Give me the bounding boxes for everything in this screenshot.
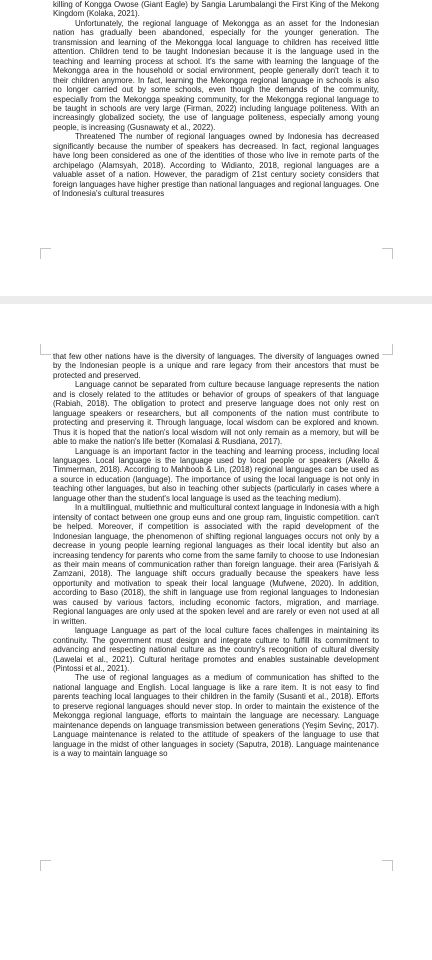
page-1-paragraph-3: Threatened The number of regional languages owned by Indonesia has decreased significantly because the number of speakers has decreased. In fact, regional languages have long been considered as one of the identities of those who live in remote parts of the archipelago (Alamsyah, 2018). According to Widianto, 2018, regional languages are a valuable asset of a nation. However, the paradigm of 21st century society considers that foreign languages have higher prestige than national languages and regional languages. One of Indonesia's cultural treasures (53, 132, 379, 199)
page-1-paragraph-1: killing of Kongga Owose (Giant Eagle) by Sangia Larumbalangi the First King of the Mekong Kingdom (Kolaka, 2021). (53, 0, 379, 19)
page-2-paragraph-4: In a multilingual, multiethnic and multicultural context language in Indonesia with a high intensity of contact between one group euns and one group ram, linguistic competition. can't be helped. Moreover, if competition is associated with the rapid development of the Indonesian language, the phenomenon of shifting regional languages occurs not only by a decrease in young people learning regional languages as their local identity but also an increasing tendency for parents who come from the same family to choose to use Indonesian as their main means of communication rather than foreign language. their area (Farisiyah & Zamzani, 2018). The language shift occurs gradually because the speakers have less opportunity and motivation to speak their local language (Mufwene, 2020). In addition, according to Baso (2018), the shift in language use from regional languages to Indonesian was caused by various factors, including economic factors, migration, and marriage. Regional languages are only used at the spoken level and are rarely or even not used at all in written. (53, 503, 379, 626)
document-page-2 (0, 304, 432, 960)
page-2-paragraph-6: The use of regional languages as a medium of communication has shifted to the national language and English. Local language is like a rare item. It is not easy to find parents teaching local languages to their children in the family (Susanti et al., 2018). Efforts to preserve regional languages should never stop. In order to maintain the existence of the Mekongga regional language, efforts to maintain the language are necessary. Language maintenance depends on language transmission between generations (Yeşim Sevinç, 2017). Language maintenance is related to the attitude of speakers of the language to use that language in the midst of other languages in society (Saputra, 2018). Language maintenance is a way to maintain language so (53, 673, 379, 759)
document-page-1 (0, 0, 432, 296)
page-2-paragraph-1: that few other nations have is the diversity of languages. The diversity of languages owned by the Indonesian people is a unique and rare legacy from their ancestors that must be protected and preserved. (53, 352, 379, 380)
page-2-paragraph-2: Language cannot be separated from culture because language represents the nation and is closely related to the attitudes or behavior of groups of speakers of that language (Rabiah, 2018). The obligation to protect and preserve language does not only rest on language speakers or researchers, but all components of the nation must contribute to protecting and preserving it. Through language, local wisdom can be explored and known. Thus it is hoped that the nation's local wisdom will not only remain as a memory, but will be able to make the nation's life better (Komalasi & Rusdiana, 2017). (53, 380, 379, 447)
crop-mark-top-left (40, 344, 51, 355)
crop-mark-bottom-right-2 (382, 860, 393, 871)
crop-mark-top-right (382, 344, 393, 355)
crop-mark-bottom-left-2 (40, 860, 51, 871)
page-2-paragraph-5: language Language as part of the local culture faces challenges in maintaining its continuity. The government must design and integrate culture to fulfill its commitment to advancing and respecting national culture as the country's recognition of cultural diversity (Lawelai et al., 2021). Cultural heritage promotes and enables sustainable development (Pintossi et al., 2021). (53, 626, 379, 673)
crop-mark-bottom-left (40, 248, 51, 259)
page-2-text-body (53, 352, 379, 758)
page-1-paragraph-2: Unfortunately, the regional language of Mekongga as an asset for the Indonesian nation has gradually been abandoned, especially for the younger generation. The transmission and learning of the Mekongga local language to children has received little attention. Children tend to be taught Indonesian because it is the language used in the teaching and learning process at school. It's the same with learning the language of the Mekongga area in the household or social environment, people generally don't teach it to their children anymore. In fact, learning the Mekongga regional language in schools is also no longer carried out by some schools, even though the demands of the community, especially from the Mekongga speaking community, for the Mekongga regional language to be taught in schools are very large (Firman, 2022) including language politeness. With an increasingly globalized society, the use of language politeness, especially among young people, is increasing (Gusnawaty et al., 2022). (53, 18, 379, 132)
crop-mark-bottom-right (382, 248, 393, 259)
page-2-paragraph-3: Language is an important factor in the teaching and learning process, including local languages. Local language is the language used by local people or speakers (Akello & Timmerman, 2018). According to Mahboob & Lin, (2018) regional languages can be used as a source in education (language). The importance of using the local language is not only in teaching other languages, but also in teaching other subjects (particularly in cases where a language other than the student's local language is used as the teaching medium). (53, 446, 379, 503)
page-1-text-body (53, 0, 379, 199)
